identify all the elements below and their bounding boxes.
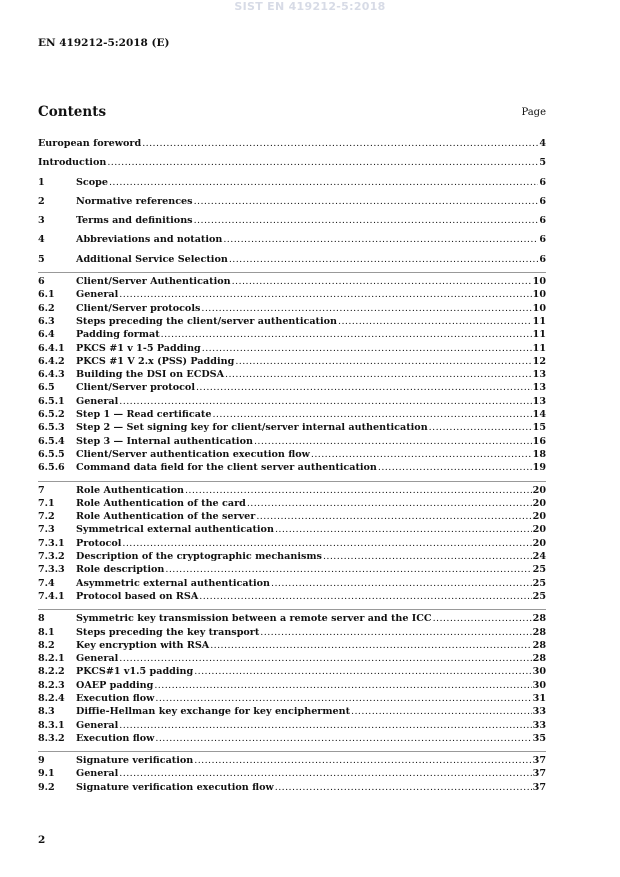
- toc-entry-title: OAEP padding: [76, 679, 154, 691]
- toc-entry-title: Step 1 — Read certificate: [76, 409, 212, 421]
- contents-heading: Contents: [38, 104, 107, 120]
- toc-entry[interactable]: [38, 665, 546, 678]
- toc-dot-leader: [229, 253, 538, 266]
- toc-dot-leader: [155, 732, 531, 745]
- toc-entry[interactable]: [38, 156, 546, 169]
- toc-entry-title: Symmetrical external authentication: [76, 524, 274, 536]
- toc-entry-page: 10: [532, 289, 546, 301]
- toc-entry-number: 9: [38, 755, 45, 767]
- toc-entry-title: Steps preceding the key transport: [76, 626, 260, 638]
- toc-entry-title: Signature verification: [76, 755, 194, 767]
- toc-entry-page: 25: [532, 564, 546, 576]
- toc-entry-number: 6.5.5: [38, 448, 65, 460]
- toc-entry-page: 30: [532, 679, 546, 691]
- watermark: SIST EN 419212-5:2018: [234, 0, 386, 13]
- toc-dot-leader: [351, 705, 532, 718]
- toc-entry-page: 37: [532, 755, 546, 767]
- toc-entry-page: 15: [532, 422, 546, 434]
- toc-entry[interactable]: [38, 368, 546, 381]
- toc-dot-leader: [235, 355, 531, 368]
- toc-entry-title: Command data field for the client server authentication: [76, 462, 377, 474]
- toc-entry[interactable]: [38, 342, 546, 355]
- toc-entry[interactable]: [38, 679, 546, 692]
- toc-section-group: [38, 156, 546, 169]
- toc-entry-number: 6.3: [38, 315, 55, 327]
- document-id: EN 419212-5:2018 (E): [38, 37, 170, 49]
- toc-entry[interactable]: [38, 626, 546, 639]
- toc-entry-title: General: [76, 719, 119, 731]
- toc-entry-number: 9.1: [38, 768, 55, 780]
- toc-entry-page: 28: [532, 613, 546, 625]
- toc-entry-page: 28: [532, 653, 546, 665]
- toc-entry-page: 37: [532, 781, 546, 793]
- toc-dot-leader: [275, 781, 532, 794]
- toc-entry-title: Protocol: [76, 537, 122, 549]
- toc-dot-leader: [433, 612, 532, 625]
- toc-entry-page: 19: [532, 462, 546, 474]
- toc-entry-number: 8.1: [38, 626, 55, 638]
- toc-entry-number: 6.4.3: [38, 369, 65, 381]
- toc-dot-leader: [109, 176, 538, 189]
- toc-entry[interactable]: [38, 288, 546, 301]
- toc-entry-page: 28: [532, 639, 546, 651]
- toc-entry-number: 9.2: [38, 781, 55, 793]
- toc-entry-title: Abbreviations and notation: [76, 234, 223, 246]
- toc-entry[interactable]: [38, 639, 546, 652]
- toc-entry[interactable]: [38, 652, 546, 665]
- toc-section-group: [38, 751, 546, 794]
- toc-entry-number: 7.1: [38, 497, 55, 509]
- toc-entry[interactable]: [38, 510, 546, 523]
- toc-dot-leader: [260, 626, 531, 639]
- toc-entry-title: Symmetric key transmission between a remote server and the ICC: [76, 613, 432, 625]
- toc-entry[interactable]: [38, 590, 546, 603]
- toc-entry[interactable]: [38, 461, 546, 474]
- toc-entry[interactable]: [38, 577, 546, 590]
- toc-entry-title: Terms and definitions: [76, 215, 193, 227]
- toc-entry[interactable]: [38, 448, 546, 461]
- toc-dot-leader: [194, 754, 531, 767]
- toc-entry-page: 13: [532, 382, 546, 394]
- toc-entry[interactable]: [38, 719, 546, 732]
- page-column-label: Page: [521, 107, 546, 118]
- toc-entry[interactable]: [38, 705, 546, 718]
- toc-dot-leader: [194, 214, 539, 227]
- toc-entry-title: Diffie-Hellman key exchange for key encipherment: [76, 706, 351, 718]
- toc-entry-page: 11: [532, 315, 546, 327]
- toc-entry-page: 6: [539, 215, 546, 227]
- toc-entry-title: Client/Server authentication execution flow: [76, 448, 310, 460]
- toc-entry-title: Client/Server protocol: [76, 382, 195, 394]
- toc-entry-page: 13: [532, 369, 546, 381]
- toc-dot-leader: [247, 497, 532, 510]
- toc-entry-page: 14: [532, 409, 546, 421]
- toc-dot-leader: [338, 315, 532, 328]
- toc-entry[interactable]: [38, 435, 546, 448]
- toc-entry-page: 11: [532, 329, 546, 341]
- toc-entry-page: 24: [532, 551, 546, 563]
- toc-dot-leader: [119, 719, 531, 732]
- toc-entry-page: 35: [532, 732, 546, 744]
- toc-entry[interactable]: [38, 692, 546, 705]
- toc-entry-number: 6.4.2: [38, 355, 65, 367]
- toc-dot-leader: [107, 156, 538, 169]
- toc-entry-title: Role Authentication of the card: [76, 497, 246, 509]
- toc-dot-leader: [256, 510, 531, 523]
- toc-entry[interactable]: [38, 233, 546, 246]
- toc-dot-leader: [194, 665, 531, 678]
- toc-dot-leader: [212, 408, 531, 421]
- toc-entry[interactable]: [38, 408, 546, 421]
- toc-entry-number: 8.2.2: [38, 666, 65, 678]
- toc-entry-number: 6.5: [38, 382, 55, 394]
- toc-dot-leader: [119, 288, 531, 301]
- toc-entry-page: 4: [539, 138, 546, 149]
- toc-section-group: [38, 195, 546, 208]
- toc-entry-title: European foreword: [38, 138, 142, 149]
- toc-entry-title: Client/Server Authentication: [76, 276, 231, 288]
- toc-entry[interactable]: [38, 421, 546, 434]
- toc-entry[interactable]: [38, 732, 546, 745]
- toc-entry-title: General: [76, 395, 119, 407]
- toc-entry-number: 8.3: [38, 706, 55, 718]
- toc-entry-title: Step 3 — Internal authentication: [76, 435, 253, 447]
- toc-entry-number: 7.3.2: [38, 551, 65, 563]
- toc-entry-number: 6: [38, 276, 45, 288]
- toc-entry-title: Additional Service Selection: [76, 253, 228, 265]
- toc-entry[interactable]: [38, 176, 546, 189]
- toc-entry[interactable]: [38, 328, 546, 341]
- toc-entry-title: Padding format: [76, 329, 160, 341]
- toc-entry-page: 20: [532, 511, 546, 523]
- toc-entry-title: Scope: [76, 176, 108, 188]
- toc-entry-number: 6.1: [38, 289, 55, 301]
- toc-entry-title: Description of the cryptographic mechanisms: [76, 551, 322, 563]
- toc-entry[interactable]: [38, 355, 546, 368]
- toc-entry-title: PKCS #1 V 2.x (PSS) Padding: [76, 355, 235, 367]
- toc-entry-number: 7.4: [38, 577, 55, 589]
- toc-entry-number: 7.2: [38, 511, 55, 523]
- toc-entry[interactable]: [38, 214, 546, 227]
- toc-entry-number: 6.5.1: [38, 395, 65, 407]
- toc-entry[interactable]: [38, 781, 546, 794]
- toc-entry-title: Signature verification execution flow: [76, 781, 274, 793]
- toc-entry-title: Client/Server protocols: [76, 302, 201, 314]
- toc-section-group: [38, 176, 546, 189]
- toc-entry-page: 20: [532, 524, 546, 536]
- toc-section-group: [38, 214, 546, 227]
- toc-entry-title: General: [76, 289, 119, 301]
- toc-entry-page: 31: [532, 692, 546, 704]
- toc-entry-number: 6.5.3: [38, 422, 65, 434]
- toc-entry-number: 8.2.1: [38, 653, 65, 665]
- toc-entry[interactable]: [38, 537, 546, 550]
- toc-entry-title: PKCS#1 v1.5 padding: [76, 666, 194, 678]
- toc-dot-leader: [194, 195, 539, 208]
- toc-entry-title: Building the DSI on ECDSA: [76, 369, 225, 381]
- toc-entry-page: 33: [532, 719, 546, 731]
- toc-dot-leader: [378, 461, 532, 474]
- toc-entry-title: General: [76, 768, 119, 780]
- toc-dot-leader: [154, 679, 531, 692]
- toc-entry-page: 28: [532, 626, 546, 638]
- toc-entry-number: 6.4: [38, 329, 55, 341]
- toc-entry-number: 1: [38, 176, 45, 188]
- toc-entry[interactable]: [38, 767, 546, 780]
- toc-dot-leader: [119, 652, 531, 665]
- toc-entry-number: 3: [38, 215, 45, 227]
- toc-entry-page: 12: [532, 355, 546, 367]
- table-of-contents: [38, 137, 546, 800]
- toc-dot-leader: [232, 275, 532, 288]
- toc-dot-leader: [119, 767, 531, 780]
- footer-page-number: 2: [38, 834, 46, 846]
- toc-dot-leader: [223, 233, 538, 246]
- toc-entry-title: Step 2 — Set signing key for client/server internal authentication: [76, 422, 428, 434]
- toc-entry-page: 11: [532, 342, 546, 354]
- toc-entry-title: Introduction: [38, 157, 107, 169]
- toc-section-group: [38, 137, 546, 150]
- toc-entry-title: Execution flow: [76, 732, 155, 744]
- toc-entry[interactable]: [38, 563, 546, 576]
- toc-entry[interactable]: [38, 381, 546, 394]
- toc-entry-number: 8: [38, 613, 45, 625]
- toc-entry[interactable]: [38, 754, 546, 767]
- toc-entry-number: 7: [38, 484, 45, 496]
- toc-entry-page: 6: [539, 253, 546, 265]
- toc-entry-number: 6.4.1: [38, 342, 65, 354]
- toc-entry-number: 8.3.1: [38, 719, 65, 731]
- toc-entry-number: 2: [38, 195, 45, 207]
- toc-dot-leader: [161, 328, 532, 341]
- toc-entry-title: Role Authentication of the server: [76, 511, 256, 523]
- toc-entry-number: 8.2.4: [38, 692, 65, 704]
- toc-entry[interactable]: [38, 395, 546, 408]
- toc-entry-page: 6: [539, 234, 546, 246]
- toc-dot-leader: [185, 484, 532, 497]
- toc-entry-page: 16: [532, 435, 546, 447]
- toc-entry-number: 6.5.6: [38, 462, 65, 474]
- toc-entry-number: 4: [38, 234, 45, 246]
- toc-entry[interactable]: [38, 315, 546, 328]
- toc-entry-title: Role description: [76, 564, 165, 576]
- toc-dot-leader: [323, 550, 532, 563]
- toc-dot-leader: [429, 421, 532, 434]
- toc-entry-title: Role Authentication: [76, 484, 184, 496]
- toc-entry[interactable]: [38, 497, 546, 510]
- toc-entry-page: 6: [539, 176, 546, 188]
- toc-entry[interactable]: [38, 253, 546, 266]
- toc-entry-page: 10: [532, 276, 546, 288]
- toc-entry[interactable]: [38, 612, 546, 625]
- toc-entry-number: 7.3: [38, 524, 55, 536]
- toc-entry[interactable]: [38, 550, 546, 563]
- toc-dot-leader: [119, 395, 531, 408]
- toc-entry-page: 33: [532, 706, 546, 718]
- toc-entry-number: 6.2: [38, 302, 55, 314]
- toc-dot-leader: [142, 137, 538, 150]
- toc-dot-leader: [196, 381, 532, 394]
- toc-entry-number: 8.2.3: [38, 679, 65, 691]
- toc-entry-page: 5: [539, 157, 546, 169]
- toc-dot-leader: [199, 590, 531, 603]
- toc-entry-title: PKCS #1 v 1-5 Padding: [76, 342, 201, 354]
- toc-entry-page: 6: [539, 195, 546, 207]
- toc-entry-title: Asymmetric external authentication: [76, 577, 270, 589]
- toc-entry-page: 30: [532, 666, 546, 678]
- toc-section-group: [38, 233, 546, 246]
- toc-entry-page: 25: [532, 590, 546, 602]
- toc-entry[interactable]: [38, 195, 546, 208]
- toc-entry-number: 8.3.2: [38, 732, 65, 744]
- toc-dot-leader: [275, 523, 532, 536]
- toc-entry-number: 7.3.1: [38, 537, 65, 549]
- toc-entry[interactable]: [38, 302, 546, 315]
- toc-entry-number: 7.4.1: [38, 590, 65, 602]
- toc-dot-leader: [155, 692, 531, 705]
- toc-dot-leader: [165, 563, 531, 576]
- toc-entry-page: 13: [532, 395, 546, 407]
- toc-entry-page: 20: [532, 537, 546, 549]
- toc-entry-number: 6.5.2: [38, 409, 65, 421]
- toc-entry-page: 20: [532, 497, 546, 509]
- toc-entry-title: General: [76, 653, 119, 665]
- toc-section-group: [38, 481, 546, 604]
- toc-entry-number: 5: [38, 253, 45, 265]
- toc-section-group: [38, 609, 546, 745]
- toc-section-group: [38, 272, 546, 474]
- toc-entry-page: 37: [532, 768, 546, 780]
- toc-entry-title: Key encryption with RSA: [76, 639, 210, 651]
- toc-entry-title: Steps preceding the client/server authentication: [76, 315, 337, 327]
- toc-dot-leader: [271, 577, 532, 590]
- toc-section-group: [38, 253, 546, 266]
- toc-entry-page: 25: [532, 577, 546, 589]
- toc-dot-leader: [254, 435, 532, 448]
- toc-entry[interactable]: [38, 275, 546, 288]
- toc-entry[interactable]: [38, 484, 546, 497]
- toc-entry-title: Normative references: [76, 195, 193, 207]
- toc-entry-page: 20: [532, 484, 546, 496]
- toc-entry-page: 10: [532, 302, 546, 314]
- toc-entry-page: 18: [532, 448, 546, 460]
- toc-entry-title: Execution flow: [76, 692, 155, 704]
- toc-entry-title: Protocol based on RSA: [76, 590, 199, 602]
- toc-entry[interactable]: [38, 523, 546, 536]
- toc-dot-leader: [210, 639, 531, 652]
- toc-entry-number: 8.2: [38, 639, 55, 651]
- toc-entry-number: 6.5.4: [38, 435, 65, 447]
- toc-dot-leader: [311, 448, 532, 461]
- toc-entry[interactable]: [38, 137, 546, 150]
- toc-dot-leader: [225, 368, 532, 381]
- toc-dot-leader: [201, 302, 531, 315]
- toc-dot-leader: [202, 342, 532, 355]
- toc-dot-leader: [122, 537, 531, 550]
- toc-entry-number: 7.3.3: [38, 564, 65, 576]
